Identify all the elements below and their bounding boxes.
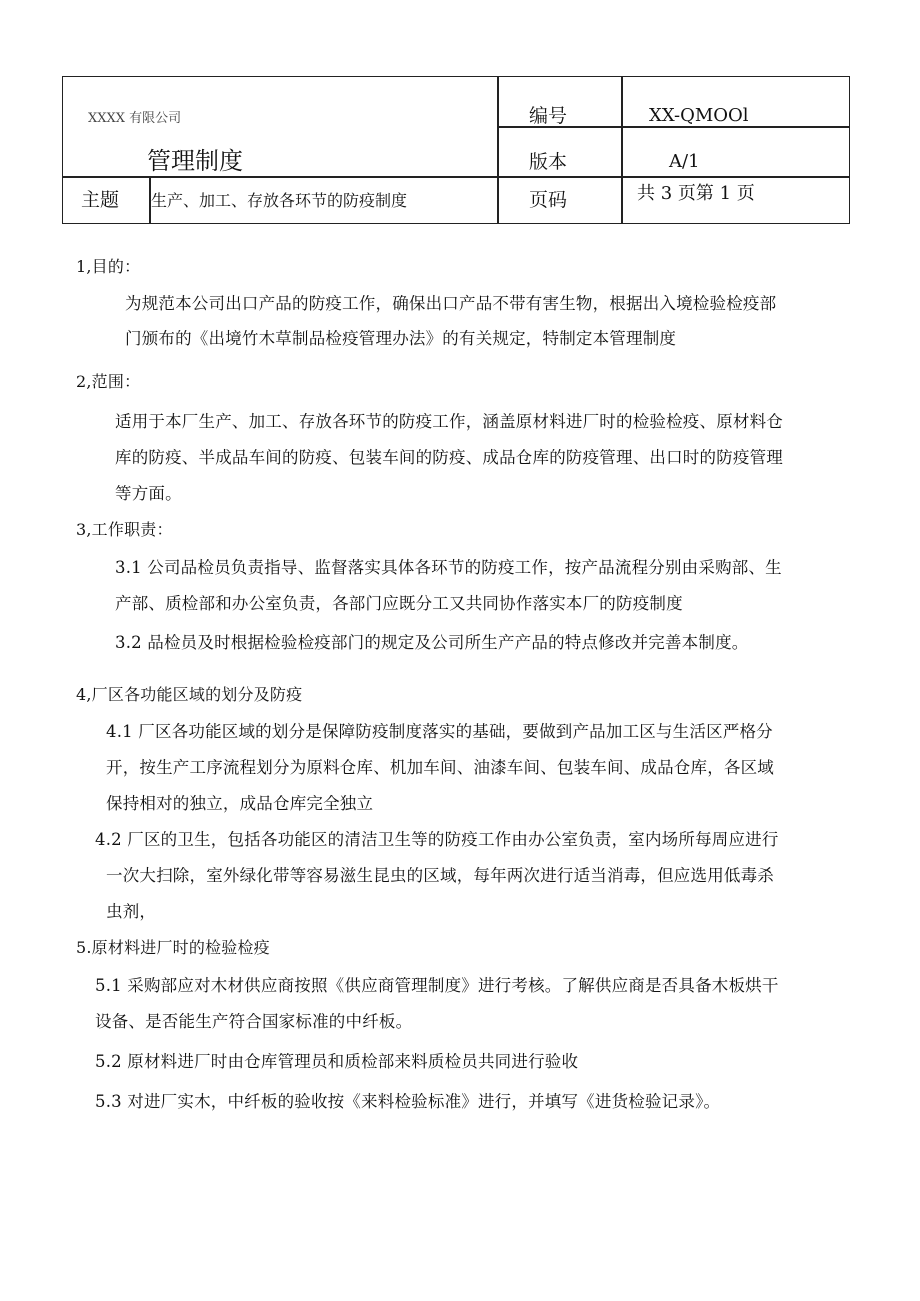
section-5-item-1-line-2: 设备、是否能生产符合国家标准的中纤板。 — [95, 1012, 413, 1031]
section-4-item-2-line-3: 虫剂， — [106, 902, 157, 921]
header-table — [62, 76, 850, 224]
section-3-title: 3,工作职责： — [76, 520, 173, 539]
section-4-item-2-line-1: 4.2 厂区的卫生，包括各功能区的清洁卫生等的防疫工作由办公室负责，室内场所每周应进行 — [95, 830, 779, 849]
section-1-title: 1,目的： — [76, 257, 141, 276]
version-label: 版本 — [529, 151, 568, 173]
section-4-item-2-line-2: 一次大扫除，室外绿化带等容易滋生昆虫的区域，每年两次进行适当消毒，但应选用低毒杀 — [106, 866, 774, 885]
subject-label: 主题 — [81, 189, 120, 211]
section-3-item-2-line-1: 3.2 品检员及时根据检验检疫部门的规定及公司所生产产品的特点修改并完善本制度。 — [115, 633, 749, 652]
version-value: A/1 — [669, 151, 700, 172]
header-divider-v2 — [497, 77, 499, 223]
section-2-line-3: 等方面。 — [115, 484, 182, 503]
company-name: XXXX 有限公司 — [88, 111, 182, 126]
header-divider-v3 — [621, 77, 623, 223]
section-4-item-1-line-1: 4.1 厂区各功能区域的划分是保障防疫制度落实的基础，要做到产品加工区与生活区严格分 — [106, 722, 773, 741]
section-5-item-1-line-1: 5.1 采购部应对木材供应商按照《供应商管理制度》进行考核。了解供应商是否具备木板烘干 — [95, 976, 779, 995]
header-divider-h2 — [63, 176, 849, 178]
section-3-item-1-line-1: 3.1 公司品检员负责指导、监督落实具体各环节的防疫工作，按产品流程分别由采购部、生 — [115, 558, 782, 577]
section-5-title: 5.原材料进厂时的检验检疫 — [76, 938, 270, 957]
page-label: 页码 — [529, 189, 568, 211]
section-4-title: 4,厂区各功能区域的划分及防疫 — [76, 685, 303, 704]
section-2-line-1: 适用于本厂生产、加工、存放各环节的防疫工作，涵盖原材料进厂时的检验检疫、原材料仓 — [115, 412, 783, 431]
section-4-item-1-line-3: 保持相对的独立，成品仓库完全独立 — [106, 794, 374, 813]
section-4-item-1-line-2: 开，按生产工序流程划分为原料仓库、机加车间、油漆车间、包装车间、成品仓库，各区域 — [106, 758, 774, 777]
section-2-title: 2,范围： — [76, 372, 141, 391]
section-2-line-2: 库的防疫、半成品车间的防疫、包装车间的防疫、成品仓库的防疫管理、出口时的防疫管理 — [115, 448, 783, 467]
section-5-item-2-line-1: 5.2 原材料进厂时由仓库管理员和质检部来料质检员共同进行验收 — [95, 1052, 579, 1071]
number-label: 编号 — [529, 105, 568, 127]
page-value: 共 3 页第 1 页 — [637, 183, 755, 204]
section-1-line-2: 门颁布的《出境竹木草制品检疫管理办法》的有关规定，特制定本管理制度 — [125, 329, 677, 348]
number-value: XX-QMOOl — [649, 105, 749, 126]
subject-value: 生产、加工、存放各环节的防疫制度 — [151, 191, 408, 210]
document-type-title: 管理制度 — [147, 147, 243, 175]
section-3-item-1-line-2: 产部、质检部和办公室负责，各部门应既分工又共同协作落实本厂的防疫制度 — [115, 594, 683, 613]
section-1-line-1: 为规范本公司出口产品的防疫工作，确保出口产品不带有害生物，根据出入境检验检疫部 — [125, 294, 777, 313]
section-5-item-3-line-1: 5.3 对进厂实木，中纤板的验收按《来料检验标准》进行，并填写《进货检验记录》。 — [95, 1092, 721, 1111]
